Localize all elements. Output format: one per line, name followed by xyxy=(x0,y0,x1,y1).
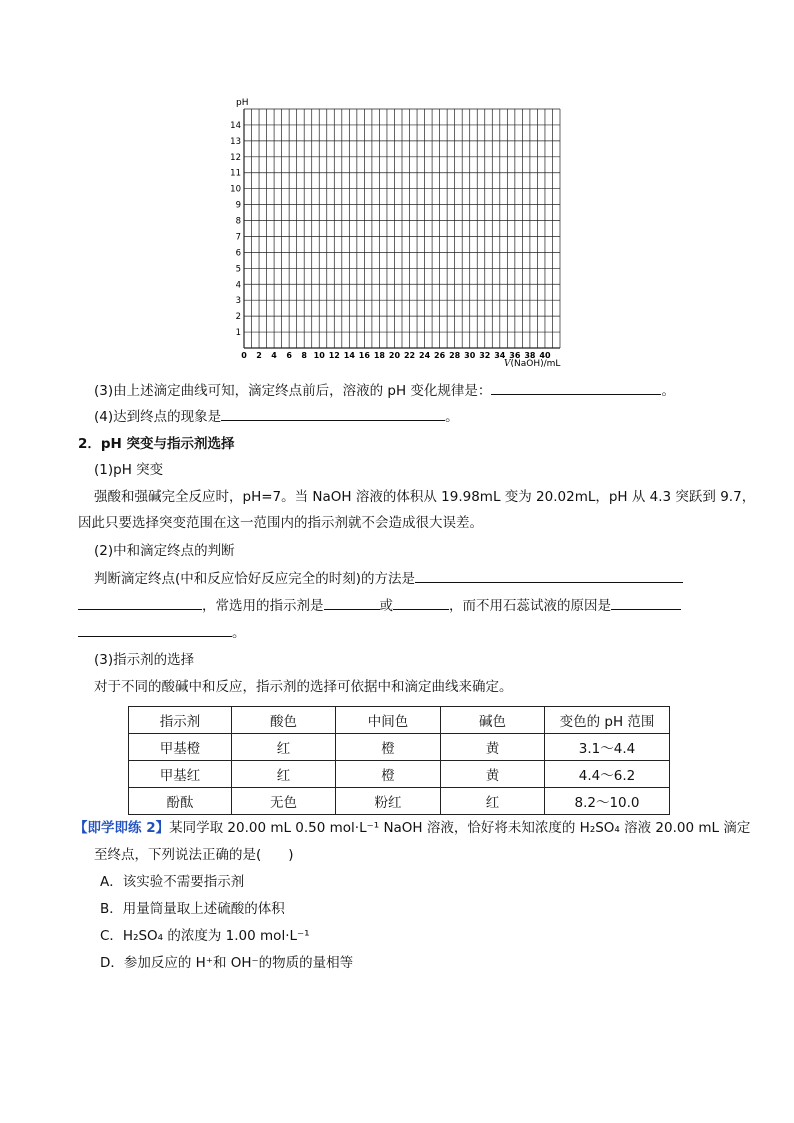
paragraph-ph-jump-line1: 强酸和强碱完全反应时，pH=7。当 NaOH 溶液的体积从 19.98mL 变为 20.02mL，pH 从 4.3 突跃到 9.7， xyxy=(94,489,756,505)
practice-stem-line2: 至终点，下列说法正确的是( ) xyxy=(94,847,294,863)
y-tick-label: 11 xyxy=(230,168,241,179)
answer-blank-method-cont[interactable] xyxy=(78,595,202,610)
y-tick-label: 5 xyxy=(235,264,241,275)
table-cell: 橙 xyxy=(336,734,441,761)
x-tick-label: 6 xyxy=(286,351,292,360)
table-header-cell: 碱色 xyxy=(441,707,545,734)
table-header-cell: 指示剂 xyxy=(129,707,232,734)
paragraph-indicator-choice: 对于不同的酸碱中和反应，指示剂的选择可依据中和滴定曲线来确定。 xyxy=(94,679,513,695)
question-4-end: 。 xyxy=(445,409,459,425)
table-cell: 甲基红 xyxy=(129,761,232,788)
x-tick-label: 8 xyxy=(301,351,307,360)
question-4 xyxy=(94,406,459,427)
answer-blank-3[interactable] xyxy=(491,380,661,395)
endpoint-question-mid2: 或 xyxy=(379,598,393,614)
table-cell: 无色 xyxy=(232,788,336,815)
subsection-indicator-choice: (3)指示剂的选择 xyxy=(94,652,195,668)
y-tick-label: 3 xyxy=(235,296,241,307)
x-tick-label: 2 xyxy=(256,351,262,360)
table-cell: 红 xyxy=(232,761,336,788)
table-cell: 橙 xyxy=(336,761,441,788)
table-cell: 酚酞 xyxy=(129,788,232,815)
table-row xyxy=(129,734,670,761)
y-axis-label: pH xyxy=(236,98,249,108)
question-4-text: (4)达到终点的现象是 xyxy=(94,409,222,425)
answer-blank-reason-cont[interactable] xyxy=(78,622,232,637)
table-header-row xyxy=(129,707,670,734)
x-tick-label: 4 xyxy=(271,351,277,360)
table-header-cell: 酸色 xyxy=(232,707,336,734)
y-tick-label: 6 xyxy=(235,248,241,259)
x-tick-label: 24 xyxy=(419,351,431,360)
endpoint-question-text: 判断滴定终点(中和反应恰好反应完全的时刻)的方法是 xyxy=(94,571,416,587)
table-cell: 黄 xyxy=(441,734,545,761)
x-tick-label: 34 xyxy=(494,351,506,360)
x-axis-label-sub: (NaOH)/mL xyxy=(510,359,561,369)
table-cell: 4.4～6.2 xyxy=(545,761,670,788)
question-3-end: 。 xyxy=(661,383,675,399)
x-tick-label: 12 xyxy=(328,351,340,360)
x-tick-label: 0 xyxy=(241,351,247,360)
x-tick-label: 32 xyxy=(479,351,491,360)
x-tick-label: 22 xyxy=(403,351,416,360)
table-header-cell: 中间色 xyxy=(336,707,441,734)
x-tick-label: 38 xyxy=(524,351,536,360)
option-d[interactable]: D．参加反应的 H⁺和 OH⁻的物质的量相等 xyxy=(100,955,354,971)
table-cell: 8.2～10.0 xyxy=(545,788,670,815)
chart-grid xyxy=(244,109,560,348)
answer-blank-indicator-2[interactable] xyxy=(393,595,449,610)
table-cell: 黄 xyxy=(441,761,545,788)
table-row xyxy=(129,788,670,815)
x-tick-label: 36 xyxy=(509,351,521,360)
answer-blank-reason[interactable] xyxy=(611,595,681,610)
table-cell: 粉红 xyxy=(336,788,441,815)
paragraph-ph-jump-line2: 因此只要选择突变范围在这一范围内的指示剂就不会造成很大误差。 xyxy=(78,515,483,531)
table-cell: 红 xyxy=(232,734,336,761)
x-tick-label: 14 xyxy=(343,351,355,360)
x-tick-label: 16 xyxy=(358,351,370,360)
y-tick-label: 4 xyxy=(235,280,241,291)
y-tick-label: 2 xyxy=(235,312,241,323)
endpoint-question-mid1: ，常选用的指示剂是 xyxy=(202,598,324,614)
endpoint-question-line3 xyxy=(78,622,246,643)
option-b[interactable]: B．用量筒量取上述硫酸的体积 xyxy=(100,901,285,917)
option-a[interactable]: A．该实验不需要指示剂 xyxy=(100,874,245,890)
y-tick-label: 13 xyxy=(230,136,241,147)
x-axis-label-main: V xyxy=(504,359,511,369)
practice-stem-text: 某同学取 20.00 mL 0.50 mol·L⁻¹ NaOH 溶液，恰好将未知浓度的 H₂SO₄ 溶液 20.00 mL 滴定 xyxy=(169,820,751,836)
y-tick-label: 12 xyxy=(230,152,241,163)
endpoint-question-end: 。 xyxy=(232,625,246,641)
x-tick-label: 28 xyxy=(449,351,461,360)
y-tick-label: 14 xyxy=(230,120,241,131)
practice-tag: 【即学即练 2】 xyxy=(74,820,170,836)
y-tick-label: 1 xyxy=(235,328,241,339)
y-tick-label: 9 xyxy=(235,200,241,211)
table-cell: 甲基橙 xyxy=(129,734,232,761)
answer-blank-4[interactable] xyxy=(221,406,445,421)
answer-blank-indicator-1[interactable] xyxy=(324,595,380,610)
y-axis-ticks xyxy=(230,121,241,338)
endpoint-question-line2 xyxy=(78,595,681,616)
x-tick-label: 30 xyxy=(464,351,476,360)
x-axis-label xyxy=(504,359,560,369)
practice-stem-line1 xyxy=(74,818,750,838)
titration-grid-chart xyxy=(226,92,576,372)
endpoint-question-line1 xyxy=(94,568,683,589)
endpoint-question-mid3: ，而不用石蕊试液的原因是 xyxy=(449,598,611,614)
y-tick-label: 7 xyxy=(235,232,241,243)
subsection-ph-jump: (1)pH 突变 xyxy=(94,462,164,478)
x-tick-label: 26 xyxy=(434,351,446,360)
section-2-title: 2．pH 突变与指示剂选择 xyxy=(78,436,235,452)
option-c[interactable]: C．H₂SO₄ 的浓度为 1.00 mol·L⁻¹ xyxy=(100,928,310,944)
x-tick-label: 18 xyxy=(373,351,385,360)
subsection-endpoint: (2)中和滴定终点的判断 xyxy=(94,543,235,559)
table-cell: 红 xyxy=(441,788,545,815)
y-tick-label: 10 xyxy=(230,184,241,195)
table-header-cell: 变色的 pH 范围 xyxy=(545,707,670,734)
question-3-text: (3)由上述滴定曲线可知，滴定终点前后，溶液的 pH 变化规律是： xyxy=(94,383,492,399)
x-tick-label: 20 xyxy=(388,351,401,360)
y-tick-label: 8 xyxy=(235,216,241,227)
table-cell: 3.1～4.4 xyxy=(545,734,670,761)
x-tick-label: 10 xyxy=(313,351,325,360)
answer-blank-method[interactable] xyxy=(415,568,683,583)
x-tick-label: 40 xyxy=(539,351,551,360)
table-row xyxy=(129,761,670,788)
indicator-table xyxy=(128,706,670,815)
question-3 xyxy=(94,380,675,401)
